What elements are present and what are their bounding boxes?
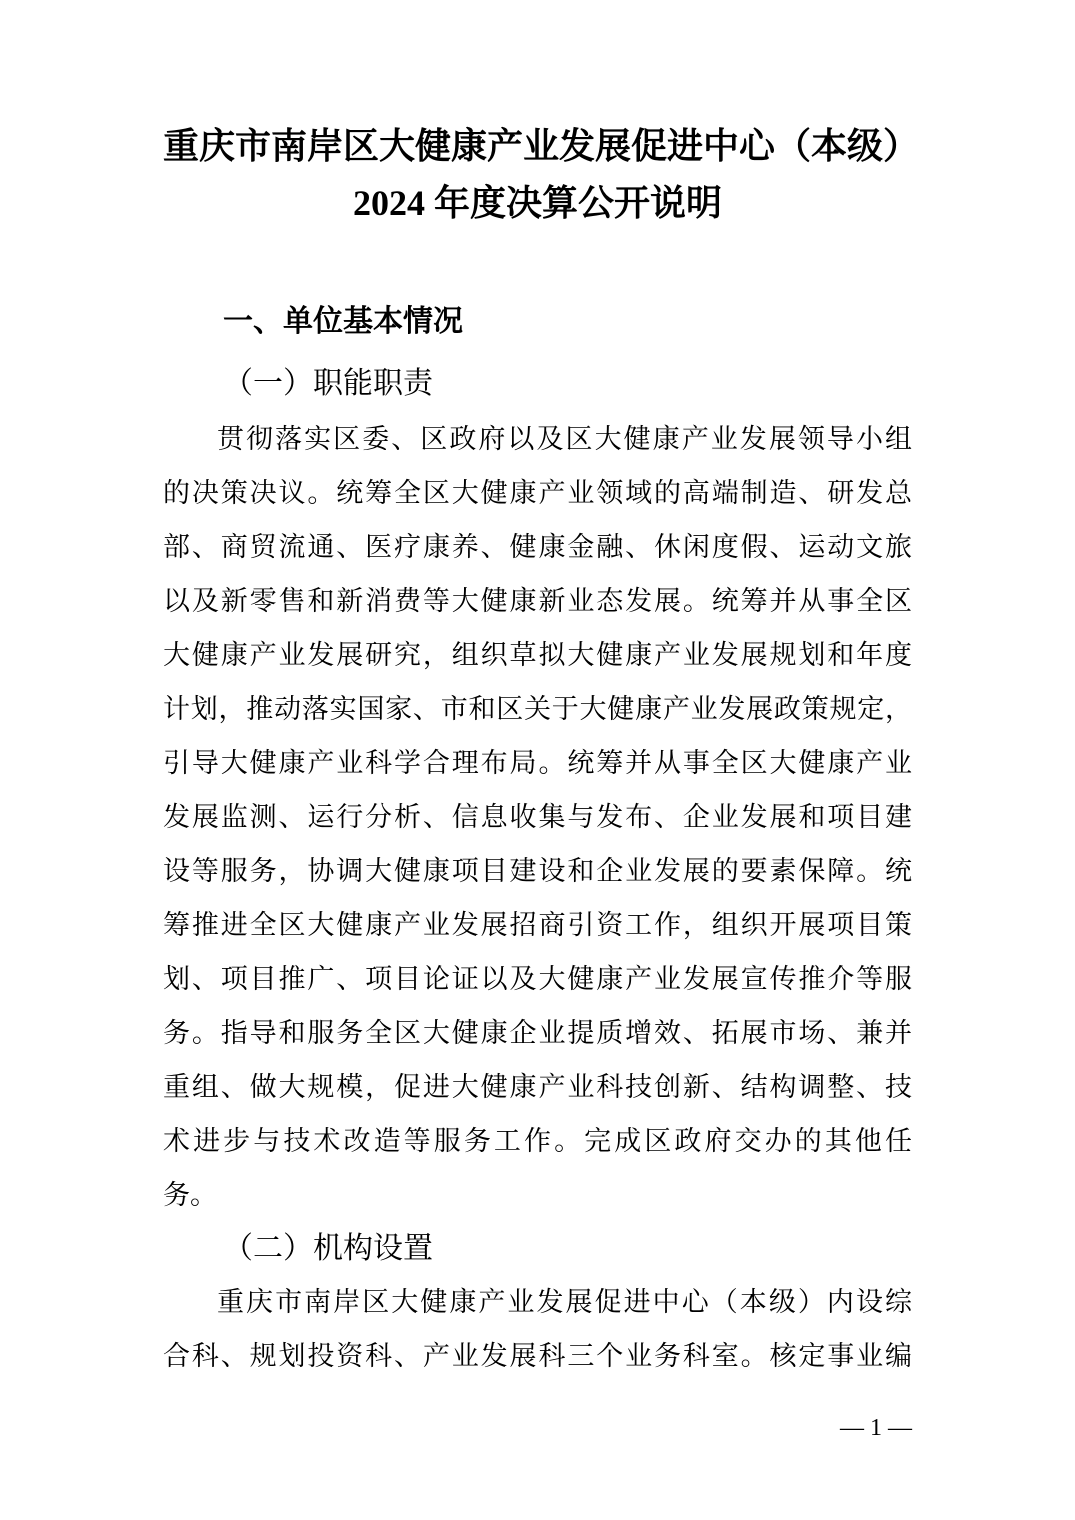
document-title-line-1: 重庆市南岸区大健康产业发展促进中心（本级）: [163, 126, 920, 166]
body-text-line: 计划，推动落实国家、市和区关于大健康产业发展政策规定，: [163, 694, 912, 724]
body-text-line: 大健康产业发展研究，组织草拟大健康产业发展规划和年度: [163, 640, 912, 670]
body-text-line: 以及新零售和新消费等大健康新业态发展。统筹并从事全区: [163, 586, 912, 616]
subsection-heading-duties: （一）职能职责: [223, 367, 433, 400]
body-text-line: 划、项目推广、项目论证以及大健康产业发展宣传推介等服: [163, 964, 912, 994]
subsection-heading-organization: （二）机构设置: [223, 1232, 433, 1265]
body-text-line: 务。指导和服务全区大健康企业提质增效、拓展市场、兼并: [163, 1018, 912, 1048]
body-text-line: 部、商贸流通、医疗康养、健康金融、休闲度假、运动文旅: [163, 532, 912, 562]
body-text-line: 发展监测、运行分析、信息收集与发布、企业发展和项目建: [163, 802, 912, 832]
body-text-line: 术进步与技术改造等服务工作。完成区政府交办的其他任: [163, 1126, 912, 1156]
body-text-line: 贯彻落实区委、区政府以及区大健康产业发展领导小组: [217, 424, 912, 454]
body-text-line: 筹推进全区大健康产业发展招商引资工作，组织开展项目策: [163, 910, 912, 940]
body-text-line: 合科、规划投资科、产业发展科三个业务科室。核定事业编: [163, 1341, 912, 1371]
body-text-line: 的决策决议。统筹全区大健康产业领域的高端制造、研发总: [163, 478, 912, 508]
body-text-line: 重庆市南岸区大健康产业发展促进中心（本级）内设综: [217, 1287, 912, 1317]
section-heading-basic-info: 一、单位基本情况: [223, 305, 463, 338]
body-text-line: 设等服务，协调大健康项目建设和企业发展的要素保障。统: [163, 856, 912, 886]
paragraph-duties: [163, 412, 912, 1222]
document-title-line-2: 2024 年度决算公开说明: [352, 183, 722, 223]
document-title: [163, 0, 920, 232]
page-number: — 1 —: [840, 1415, 912, 1441]
body-text-line: 务。: [163, 1180, 217, 1210]
body-text-line: 重组、做大规模，促进大健康产业科技创新、结构调整、技: [163, 1072, 912, 1102]
body-text-line: 引导大健康产业科学合理布局。统筹并从事全区大健康产业: [163, 748, 912, 778]
paragraph-organization: [163, 1275, 912, 1383]
